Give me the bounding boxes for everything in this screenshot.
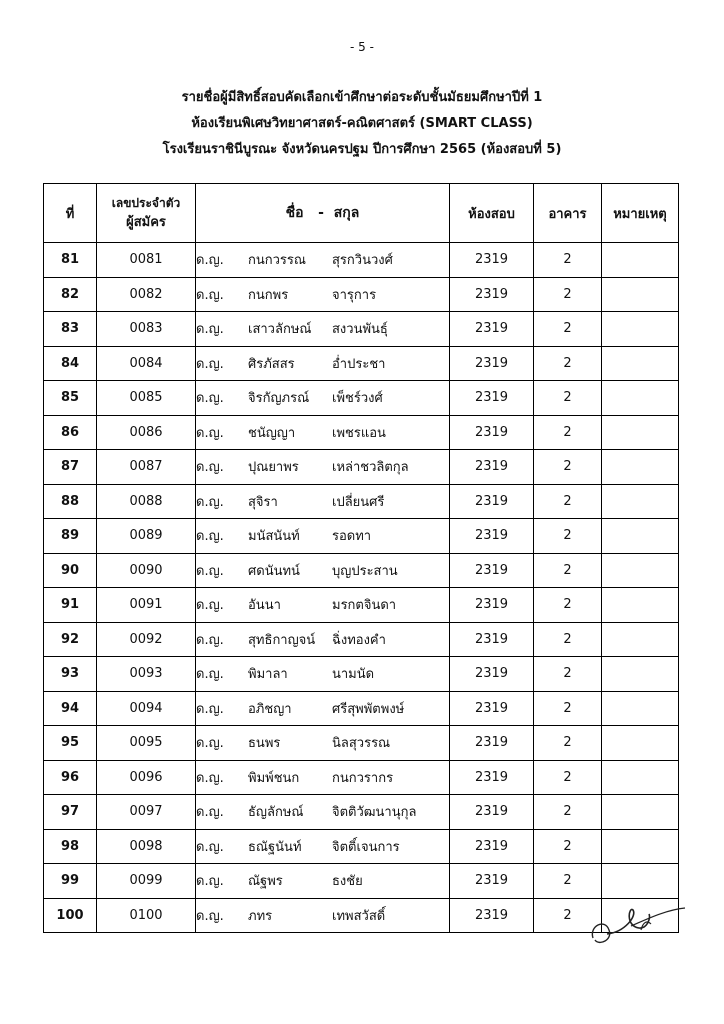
cell-no: 88 — [44, 484, 97, 519]
cell-applicant-id: 0095 — [97, 726, 196, 761]
cell-building: 2 — [534, 726, 602, 761]
cell-remark — [602, 450, 679, 485]
name-prefix: ด.ญ. — [196, 356, 224, 372]
cell-exam-room: 2319 — [450, 760, 534, 795]
cell-building: 2 — [534, 346, 602, 381]
first-name: มนัสนันท์ — [248, 529, 300, 545]
name-prefix: ด.ญ. — [196, 598, 224, 614]
cell-no: 81 — [44, 243, 97, 278]
cell-name — [196, 553, 450, 588]
cell-name — [196, 381, 450, 416]
header-name: ชื่อ - สกุล — [196, 184, 450, 243]
name-prefix: ด.ญ. — [196, 425, 224, 441]
first-name: อันนา — [248, 598, 281, 614]
first-name: สุจิรา — [248, 494, 278, 510]
first-name: พิมาลา — [248, 667, 288, 683]
cell-exam-room: 2319 — [450, 795, 534, 830]
cell-name — [196, 277, 450, 312]
table-row — [44, 726, 679, 761]
cell-remark — [602, 829, 679, 864]
header-applicant-id-line-1: เลขประจำตัว — [111, 196, 181, 210]
cell-applicant-id: 0094 — [97, 691, 196, 726]
cell-remark — [602, 346, 679, 381]
name-prefix: ด.ญ. — [196, 736, 224, 752]
name-prefix: ด.ญ. — [196, 667, 224, 683]
cell-exam-room: 2319 — [450, 415, 534, 450]
cell-no: 94 — [44, 691, 97, 726]
first-name: ศดนันทน์ — [248, 563, 300, 579]
cell-exam-room: 2319 — [450, 243, 534, 278]
name-prefix: ด.ญ. — [196, 632, 224, 648]
cell-exam-room: 2319 — [450, 726, 534, 761]
cell-remark — [602, 484, 679, 519]
name-prefix: ด.ญ. — [196, 322, 224, 338]
cell-building: 2 — [534, 415, 602, 450]
table-row — [44, 484, 679, 519]
cell-exam-room: 2319 — [450, 691, 534, 726]
cell-applicant-id: 0087 — [97, 450, 196, 485]
cell-building: 2 — [534, 760, 602, 795]
cell-building: 2 — [534, 277, 602, 312]
name-prefix: ด.ญ. — [196, 529, 224, 545]
cell-building: 2 — [534, 898, 602, 933]
cell-building: 2 — [534, 519, 602, 554]
cell-exam-room: 2319 — [450, 829, 534, 864]
name-prefix: ด.ญ. — [196, 494, 224, 510]
cell-building: 2 — [534, 484, 602, 519]
title-line-1: รายชื่อผู้มีสิทธิ์สอบคัดเลือกเข้าศึกษาต่อระดับชั้นมัธยมศึกษาปีที่ 1 — [181, 90, 543, 105]
first-name: พิมพ์ชนก — [248, 770, 300, 786]
cell-applicant-id: 0085 — [97, 381, 196, 416]
cell-remark — [602, 312, 679, 347]
header-exam-room: ห้องสอบ — [450, 184, 534, 243]
first-name: เสาวลักษณ์ — [248, 322, 312, 338]
table-row — [44, 312, 679, 347]
cell-no: 92 — [44, 622, 97, 657]
table-row — [44, 760, 679, 795]
name-prefix: ด.ญ. — [196, 908, 224, 924]
table-row — [44, 588, 679, 623]
cell-no: 87 — [44, 450, 97, 485]
cell-applicant-id: 0088 — [97, 484, 196, 519]
cell-building: 2 — [534, 829, 602, 864]
last-name: เหล่าชวลิตกุล — [332, 460, 409, 476]
cell-applicant-id: 0091 — [97, 588, 196, 623]
cell-remark — [602, 277, 679, 312]
table-row — [44, 691, 679, 726]
last-name: ฉิ่งทองคำ — [332, 632, 386, 648]
cell-remark — [602, 691, 679, 726]
first-name: ธณัฐนันท์ — [248, 839, 302, 855]
cell-remark — [602, 519, 679, 554]
name-prefix: ด.ญ. — [196, 391, 224, 407]
cell-no: 95 — [44, 726, 97, 761]
table-row — [44, 657, 679, 692]
last-name: มรกตจินดา — [332, 598, 397, 614]
table-row — [44, 553, 679, 588]
cell-name — [196, 760, 450, 795]
cell-no: 82 — [44, 277, 97, 312]
title-line-3: โรงเรียนราชินีบูรณะ จังหวัดนครปฐม ปีการศึกษา 2565 (ห้องสอบที่ 5) — [162, 142, 562, 157]
header-applicant-id — [97, 184, 196, 243]
cell-exam-room: 2319 — [450, 622, 534, 657]
name-prefix: ด.ญ. — [196, 701, 224, 717]
cell-remark — [602, 415, 679, 450]
first-name: ปุณยาพร — [248, 460, 299, 476]
cell-applicant-id: 0081 — [97, 243, 196, 278]
cell-no: 89 — [44, 519, 97, 554]
last-name: สงวนพันธุ์ — [332, 322, 388, 338]
cell-name — [196, 795, 450, 830]
last-name: ศรีสุพพัตพงษ์ — [332, 701, 405, 717]
table-row — [44, 898, 679, 933]
cell-applicant-id: 0098 — [97, 829, 196, 864]
cell-no: 85 — [44, 381, 97, 416]
cell-no: 98 — [44, 829, 97, 864]
signature — [585, 896, 705, 956]
cell-no: 96 — [44, 760, 97, 795]
cell-applicant-id: 0086 — [97, 415, 196, 450]
cell-exam-room: 2319 — [450, 657, 534, 692]
cell-applicant-id: 0089 — [97, 519, 196, 554]
cell-applicant-id: 0100 — [97, 898, 196, 933]
cell-no: 97 — [44, 795, 97, 830]
cell-name — [196, 726, 450, 761]
cell-applicant-id: 0090 — [97, 553, 196, 588]
first-name: กนกพร — [248, 287, 289, 303]
name-prefix: ด.ญ. — [196, 253, 224, 269]
header-applicant-id-line-2: ผู้สมัคร — [126, 215, 166, 230]
cell-applicant-id: 0084 — [97, 346, 196, 381]
table-row — [44, 864, 679, 899]
page-number: - 5 - — [350, 40, 374, 54]
header-remark: หมายเหตุ — [602, 184, 679, 243]
cell-building: 2 — [534, 588, 602, 623]
cell-building: 2 — [534, 381, 602, 416]
table-row — [44, 795, 679, 830]
last-name: บุญประสาน — [332, 563, 398, 579]
cell-remark — [602, 622, 679, 657]
table-row — [44, 381, 679, 416]
cell-building: 2 — [534, 691, 602, 726]
cell-applicant-id: 0096 — [97, 760, 196, 795]
cell-exam-room: 2319 — [450, 864, 534, 899]
cell-remark — [602, 381, 679, 416]
last-name: นามนัด — [332, 667, 375, 683]
cell-name — [196, 450, 450, 485]
name-prefix: ด.ญ. — [196, 287, 224, 303]
name-prefix: ด.ญ. — [196, 805, 224, 821]
cell-remark — [602, 795, 679, 830]
cell-no: 90 — [44, 553, 97, 588]
cell-exam-room: 2319 — [450, 553, 534, 588]
last-name: เทพสวัสดิ์ — [332, 908, 386, 924]
cell-building: 2 — [534, 450, 602, 485]
cell-name — [196, 415, 450, 450]
cell-no: 100 — [44, 898, 97, 933]
last-name: อ่ำประชา — [332, 356, 386, 372]
first-name: ธนพร — [248, 736, 281, 752]
cell-name — [196, 864, 450, 899]
last-name: รอดทา — [332, 529, 372, 545]
cell-no: 86 — [44, 415, 97, 450]
cell-exam-room: 2319 — [450, 277, 534, 312]
cell-name — [196, 588, 450, 623]
name-prefix: ด.ญ. — [196, 839, 224, 855]
cell-remark — [602, 243, 679, 278]
table-row — [44, 415, 679, 450]
cell-exam-room: 2319 — [450, 898, 534, 933]
last-name: กนกวรากร — [332, 770, 394, 786]
cell-applicant-id: 0083 — [97, 312, 196, 347]
cell-no: 93 — [44, 657, 97, 692]
cell-exam-room: 2319 — [450, 588, 534, 623]
cell-name — [196, 312, 450, 347]
cell-applicant-id: 0092 — [97, 622, 196, 657]
cell-no: 83 — [44, 312, 97, 347]
cell-building: 2 — [534, 864, 602, 899]
cell-no: 91 — [44, 588, 97, 623]
table-row — [44, 243, 679, 278]
cell-remark — [602, 657, 679, 692]
cell-building: 2 — [534, 312, 602, 347]
cell-applicant-id: 0082 — [97, 277, 196, 312]
cell-name — [196, 657, 450, 692]
last-name: เปลี่ยนศรี — [332, 494, 385, 510]
first-name: ชนัญญา — [248, 425, 296, 441]
name-prefix: ด.ญ. — [196, 460, 224, 476]
table-row — [44, 277, 679, 312]
cell-building: 2 — [534, 622, 602, 657]
cell-applicant-id: 0097 — [97, 795, 196, 830]
table-row — [44, 450, 679, 485]
first-name: ภทร — [248, 908, 273, 924]
cell-name — [196, 519, 450, 554]
first-name: ธัญลักษณ์ — [248, 805, 304, 821]
name-prefix: ด.ญ. — [196, 874, 224, 890]
cell-building: 2 — [534, 243, 602, 278]
cell-name — [196, 484, 450, 519]
last-name: สุรกวินวงศ์ — [332, 253, 393, 269]
cell-exam-room: 2319 — [450, 346, 534, 381]
cell-building: 2 — [534, 553, 602, 588]
last-name: จารุการ — [332, 287, 377, 303]
last-name: เพ็ชร์วงศ์ — [332, 391, 383, 407]
first-name: ณัฐพร — [248, 874, 283, 890]
cell-no: 99 — [44, 864, 97, 899]
table-row — [44, 519, 679, 554]
cell-remark — [602, 760, 679, 795]
header-building: อาคาร — [534, 184, 602, 243]
cell-remark — [602, 726, 679, 761]
last-name: เพชรแอน — [332, 425, 386, 441]
candidate-table — [43, 183, 679, 933]
last-name: ธงชัย — [332, 874, 363, 890]
table-row — [44, 346, 679, 381]
table-header-row — [44, 184, 679, 243]
header-no: ที่ — [44, 184, 97, 243]
first-name: จิรกัญภรณ์ — [248, 391, 310, 407]
last-name: นิลสุวรรณ — [332, 736, 391, 752]
cell-exam-room: 2319 — [450, 450, 534, 485]
cell-remark — [602, 588, 679, 623]
table-body — [44, 243, 679, 933]
first-name: ศิรภัสสร — [248, 356, 295, 372]
cell-name — [196, 346, 450, 381]
first-name: กนกวรรณ — [248, 253, 306, 269]
cell-exam-room: 2319 — [450, 381, 534, 416]
table-row — [44, 829, 679, 864]
cell-name — [196, 243, 450, 278]
cell-exam-room: 2319 — [450, 484, 534, 519]
table-row — [44, 622, 679, 657]
first-name: สุทธิกาญจน์ — [248, 632, 316, 648]
cell-name — [196, 691, 450, 726]
name-prefix: ด.ญ. — [196, 770, 224, 786]
cell-remark — [602, 553, 679, 588]
cell-exam-room: 2319 — [450, 519, 534, 554]
title-line-2: ห้องเรียนพิเศษวิทยาศาสตร์-คณิตศาสตร์ (SMART CLASS) — [191, 116, 533, 131]
first-name: อภิชญา — [248, 701, 292, 717]
last-name: จิตติวัฒนานุกุล — [332, 805, 417, 821]
cell-applicant-id: 0099 — [97, 864, 196, 899]
cell-name — [196, 898, 450, 933]
last-name: จิตติ์เจนการ — [332, 839, 400, 855]
cell-building: 2 — [534, 795, 602, 830]
cell-no: 84 — [44, 346, 97, 381]
cell-name — [196, 622, 450, 657]
cell-building: 2 — [534, 657, 602, 692]
name-prefix: ด.ญ. — [196, 563, 224, 579]
cell-remark — [602, 864, 679, 899]
cell-exam-room: 2319 — [450, 312, 534, 347]
cell-name — [196, 829, 450, 864]
cell-applicant-id: 0093 — [97, 657, 196, 692]
